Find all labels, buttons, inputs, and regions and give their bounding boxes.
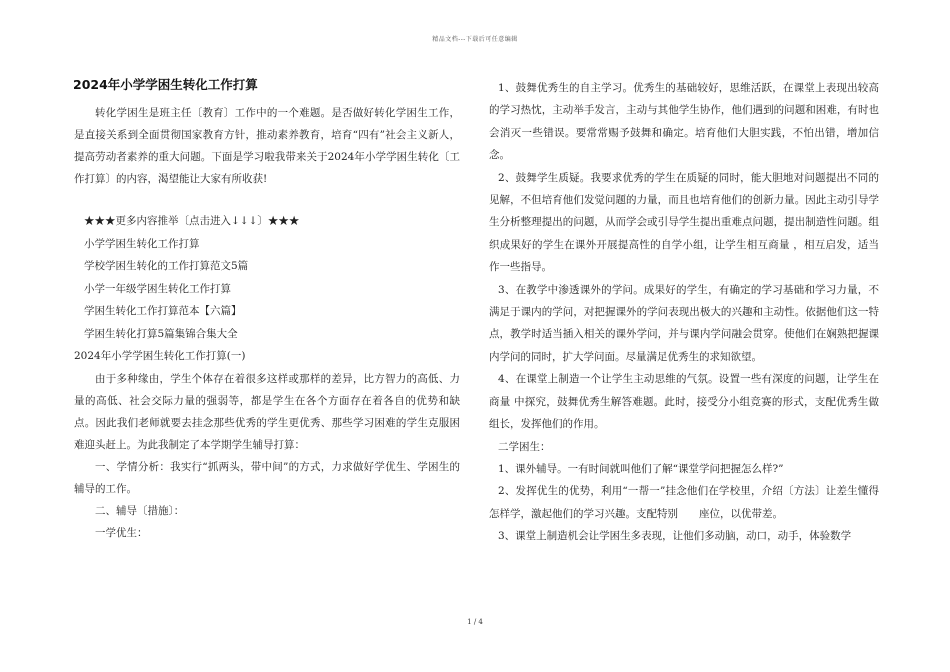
paragraph: 2、发挥优生的优势，利用“一帮一”挂念他们在学校里，介绍〔方法〕让差生懂得怎样学，激起他们的学习兴趣。支配特别 座位，以优带差。 [489, 485, 879, 520]
spacer [74, 190, 460, 210]
paragraph: 3、在教学中渗透课外的学问。成果好的学生，有确定的学习基础和学习力量，不满足于课内的学问，对把握课外的学问表现出极大的兴趣和主动性。依据他们这一特点，教学时适当插入相关的课外学问，并与课内学问融会贯穿。使他们在娴熟把握课内学问的同时，扩大学问面。尽量满足优秀生的求知欲望。 [489, 283, 879, 363]
paragraph: 由于多种缘由，学生个体存在着很多这样或那样的差异，比方智力的高低、力量的高低、社会交际力量的强弱等，都是学生在各个方面存在着各自的优势和缺点。因此我们老师就要去挂念那些优秀的学生更优秀、那些学习困难的学生克服困难迎头赶上。为此我制定了本学期学生辅导打算： [74, 372, 460, 451]
paragraph: 一、学情分析：我实行“抓两头，带中间”的方式，力求做好学优生、学困生的辅导的工作。 [74, 460, 460, 495]
subsection-title: 二学困生： [498, 440, 551, 453]
intro-paragraph: 转化学困生是班主任〔教育〕工作中的一个难题。是否做好转化学困生工作，是直接关系到全面贯彻国家教育方针，推动素养教育，培育“四有”社会主义新人，提高劳动者素养的重大问题。下面是学习啦我带来关于2024年小学学困生转化〔工作打算〕的内容，渴望能让大家有所收获! [74, 107, 460, 185]
section-title: 2024年小学学困生转化工作打算(一) [74, 350, 246, 362]
right-column [489, 77, 879, 548]
paragraph: 一学优生： [95, 526, 148, 539]
document-title: 2024年小学学困生转化工作打算 [73, 77, 258, 92]
paragraph: 2、鼓舞学生质疑。我要求优秀的学生在质疑的同时，能大胆地对问题提出不同的见解，不但培育他们发觉问题的力量，而且也培育他们的创新力量。因此主动引导学生分析整理提出的问题，从而学会或引导学生提出重难点问题，提出制造性问题。组织成果好的学生在课外开展提高性的自学小组，让学生相互商量 ，相互启发，适当作一些指导。 [489, 171, 879, 274]
recommend-link[interactable]: 小学一年级学困生转化工作打算 [84, 282, 231, 295]
recommend-link[interactable]: 学困生转化打算5篇集锦合集大全 [84, 327, 238, 340]
recommend-link[interactable]: 学校学困生转化的工作打算范文5篇 [84, 260, 249, 272]
recommend-link[interactable]: 学困生转化工作打算范本【六篇】 [84, 305, 242, 317]
paragraph: 3、课堂上制造机会让学困生多表现，让他们多动脑，动口，动手，体验数学 [498, 530, 852, 543]
paragraph: 1、鼓舞优秀生的自主学习。优秀生的基础较好，思维活跃，在课堂上表现出较高的学习热忱，主动举手发言，主动与其他学生协作，他们遇到的问题和困难，有时也会消灭一些错误。要常常赐予鼓舞和确定。培育他们大胆实践，不怕出错，增加信念。 [489, 82, 879, 162]
paragraph: 4、在课堂上制造一个让学生主动思维的气氛。设置一些有深度的问题，让学生在商量 中探究，鼓舞优秀生解答难题。此时，接受分小组竞赛的形式，支配优秀生做组长，发挥他们的作用。 [489, 373, 879, 431]
recommend-heading: ★★★更多内容推举〔点击进入↓↓↓〕★★★ [84, 215, 300, 227]
recommend-link[interactable]: 小学学困生转化工作打算 [84, 237, 200, 250]
page-number: 1 / 4 [467, 618, 483, 626]
paragraph: 二、辅导〔措施〕： [95, 504, 185, 517]
paragraph: 1、课外辅导。一有时间就叫他们了解“课堂学问把握怎么样?” [498, 462, 784, 475]
header-note: 精品文档---下载后可任意编辑 [432, 36, 518, 43]
left-column [74, 76, 460, 544]
